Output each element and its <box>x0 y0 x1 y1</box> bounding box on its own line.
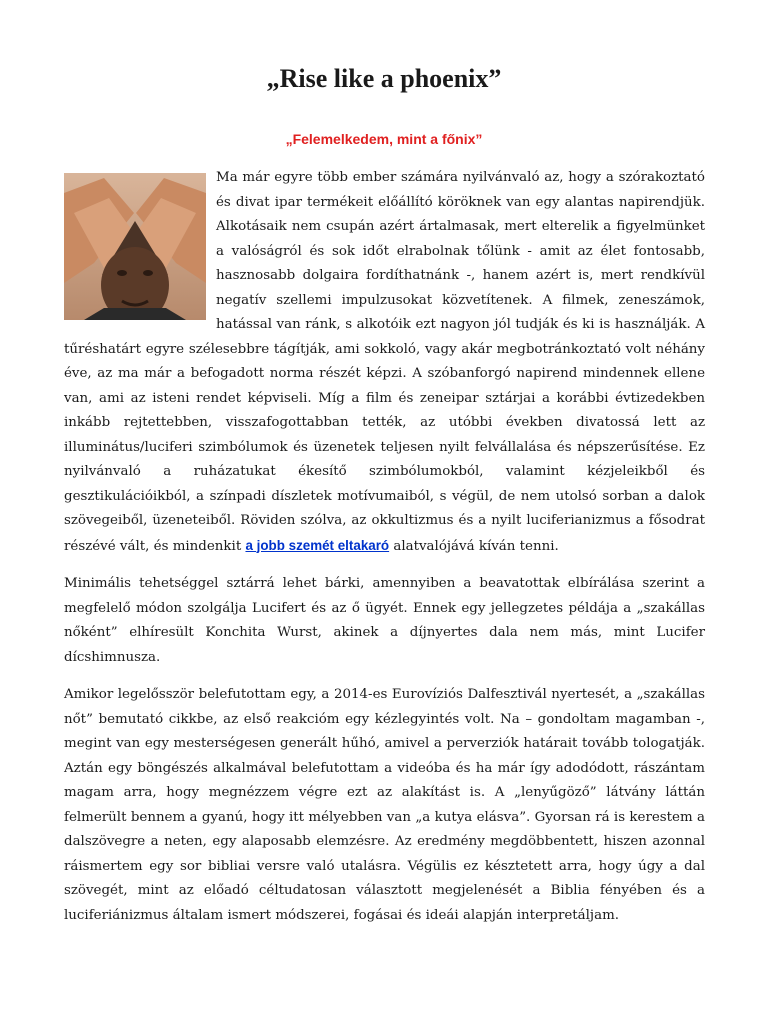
paragraph-1-tail: alatvalójává kíván tenni. <box>389 538 559 554</box>
page-title: „Rise like a phoenix” <box>266 64 502 93</box>
paragraph-2: Minimális tehetséggel sztárrá lehet bárki, amennyiben a beavatottak elbírálása szerint a megfelelő módon szolgálja Lucifert és az ő ügyét. Ennek egy jellegzetes példája a „szakállas nőként” elhíresült Konchita Wurst, akinek a díjnyertes dala nem más, mint Lucifer dícshimnusza. <box>64 576 705 665</box>
article-body <box>64 166 705 941</box>
paragraph-1 <box>64 166 705 559</box>
paragraph-1-text: Ma már egyre több ember számára nyilvánvaló az, hogy a szórakoztató és divat ipar termékeit előállító köröknek van egy alantas napirendjük. Alkotásaik nem csupán azért ártalmasak, mert elterelik a figyelmünket a valóságról és sok időt elrabolnak tőlünk - amit az élet fontosabb, hasznosabb dolgaira fordíthatnánk -, hanem azért is, mert rendkívül negatív szellemi impulzusokat közvetítenek. A filmek, zeneszámok, hatással van ránk, s alkotóik ezt nagyon jól tudják és ki is használják. A tűréshatárt egyre szélesebbre tágítják, ami sokkoló, vagy akár megbotránkoztató volt néhány éve, az ma már a befogadott norma részét képzi. A szóbanforgó napirend mindennek ellene van, ami az isteni rendet képviseli. Míg a film és zeneipar sztárjai a korábbi évtizedekben inkább rejtettebben, visszafogottabban tették, az utóbbi években divatossá lett az illuminátus/luciferi szimbólumok és üzenetek teljesen nyilt felvállalása és népszerűsítése. Ez nyilvánvaló a ruházatukat ékesítő szimbólumokból, valamint kézjeleikből és gesztikulációikból, a színpadi díszletek motívumaiból, s végül, de nem utolsó sorban a dalok szövegeiből, üzeneteiből. Röviden szólva, az okkultizmus és a nyilt luciferianizmus a fősodrat részévé vált, és mindenkit <box>64 170 705 554</box>
paragraph-3: Amikor legelősször belefutottam egy, a 2014-es Eurovíziós Dalfesztivál nyertesét, a „szakállas nőt” bemutató cikkbe, az első reakcióm egy kézlegyintés volt. Na – gondoltam magamban -, megint van egy mesterségesen generált hűhó, amivel a perverziók határait tovább tologatják. Aztán egy böngészés alkalmával belefutottam a videóba és ha már így adodódott, rászántam magam arra, hogy megnézzem végre ezt az alakítást is. A „lenyűgöző” látvány láttán felmerült bennem a gyanú, hogy itt mélyebben van „a kutya elásva”. Gyorsan rá is kerestem a dalszövegre a neten, egy alaposabb elemzésre. Az eredmény megdöbbentett, hiszen azonnal ráismertem egy sor bibliai versre való utalásra. Végülis ez késztetett arra, hogy úgy a dal szövegét, mint az előadó céltudatosan választott megjelenését a Biblia fényében és a luciferiánizmus általam ismert módszerei, fogásai és ideái alapján interpretáljam. <box>64 687 705 923</box>
page-subtitle: „Felemelkedem, mint a főnix” <box>285 131 483 147</box>
inline-link[interactable]: a jobb szemét eltakaró <box>245 537 390 553</box>
